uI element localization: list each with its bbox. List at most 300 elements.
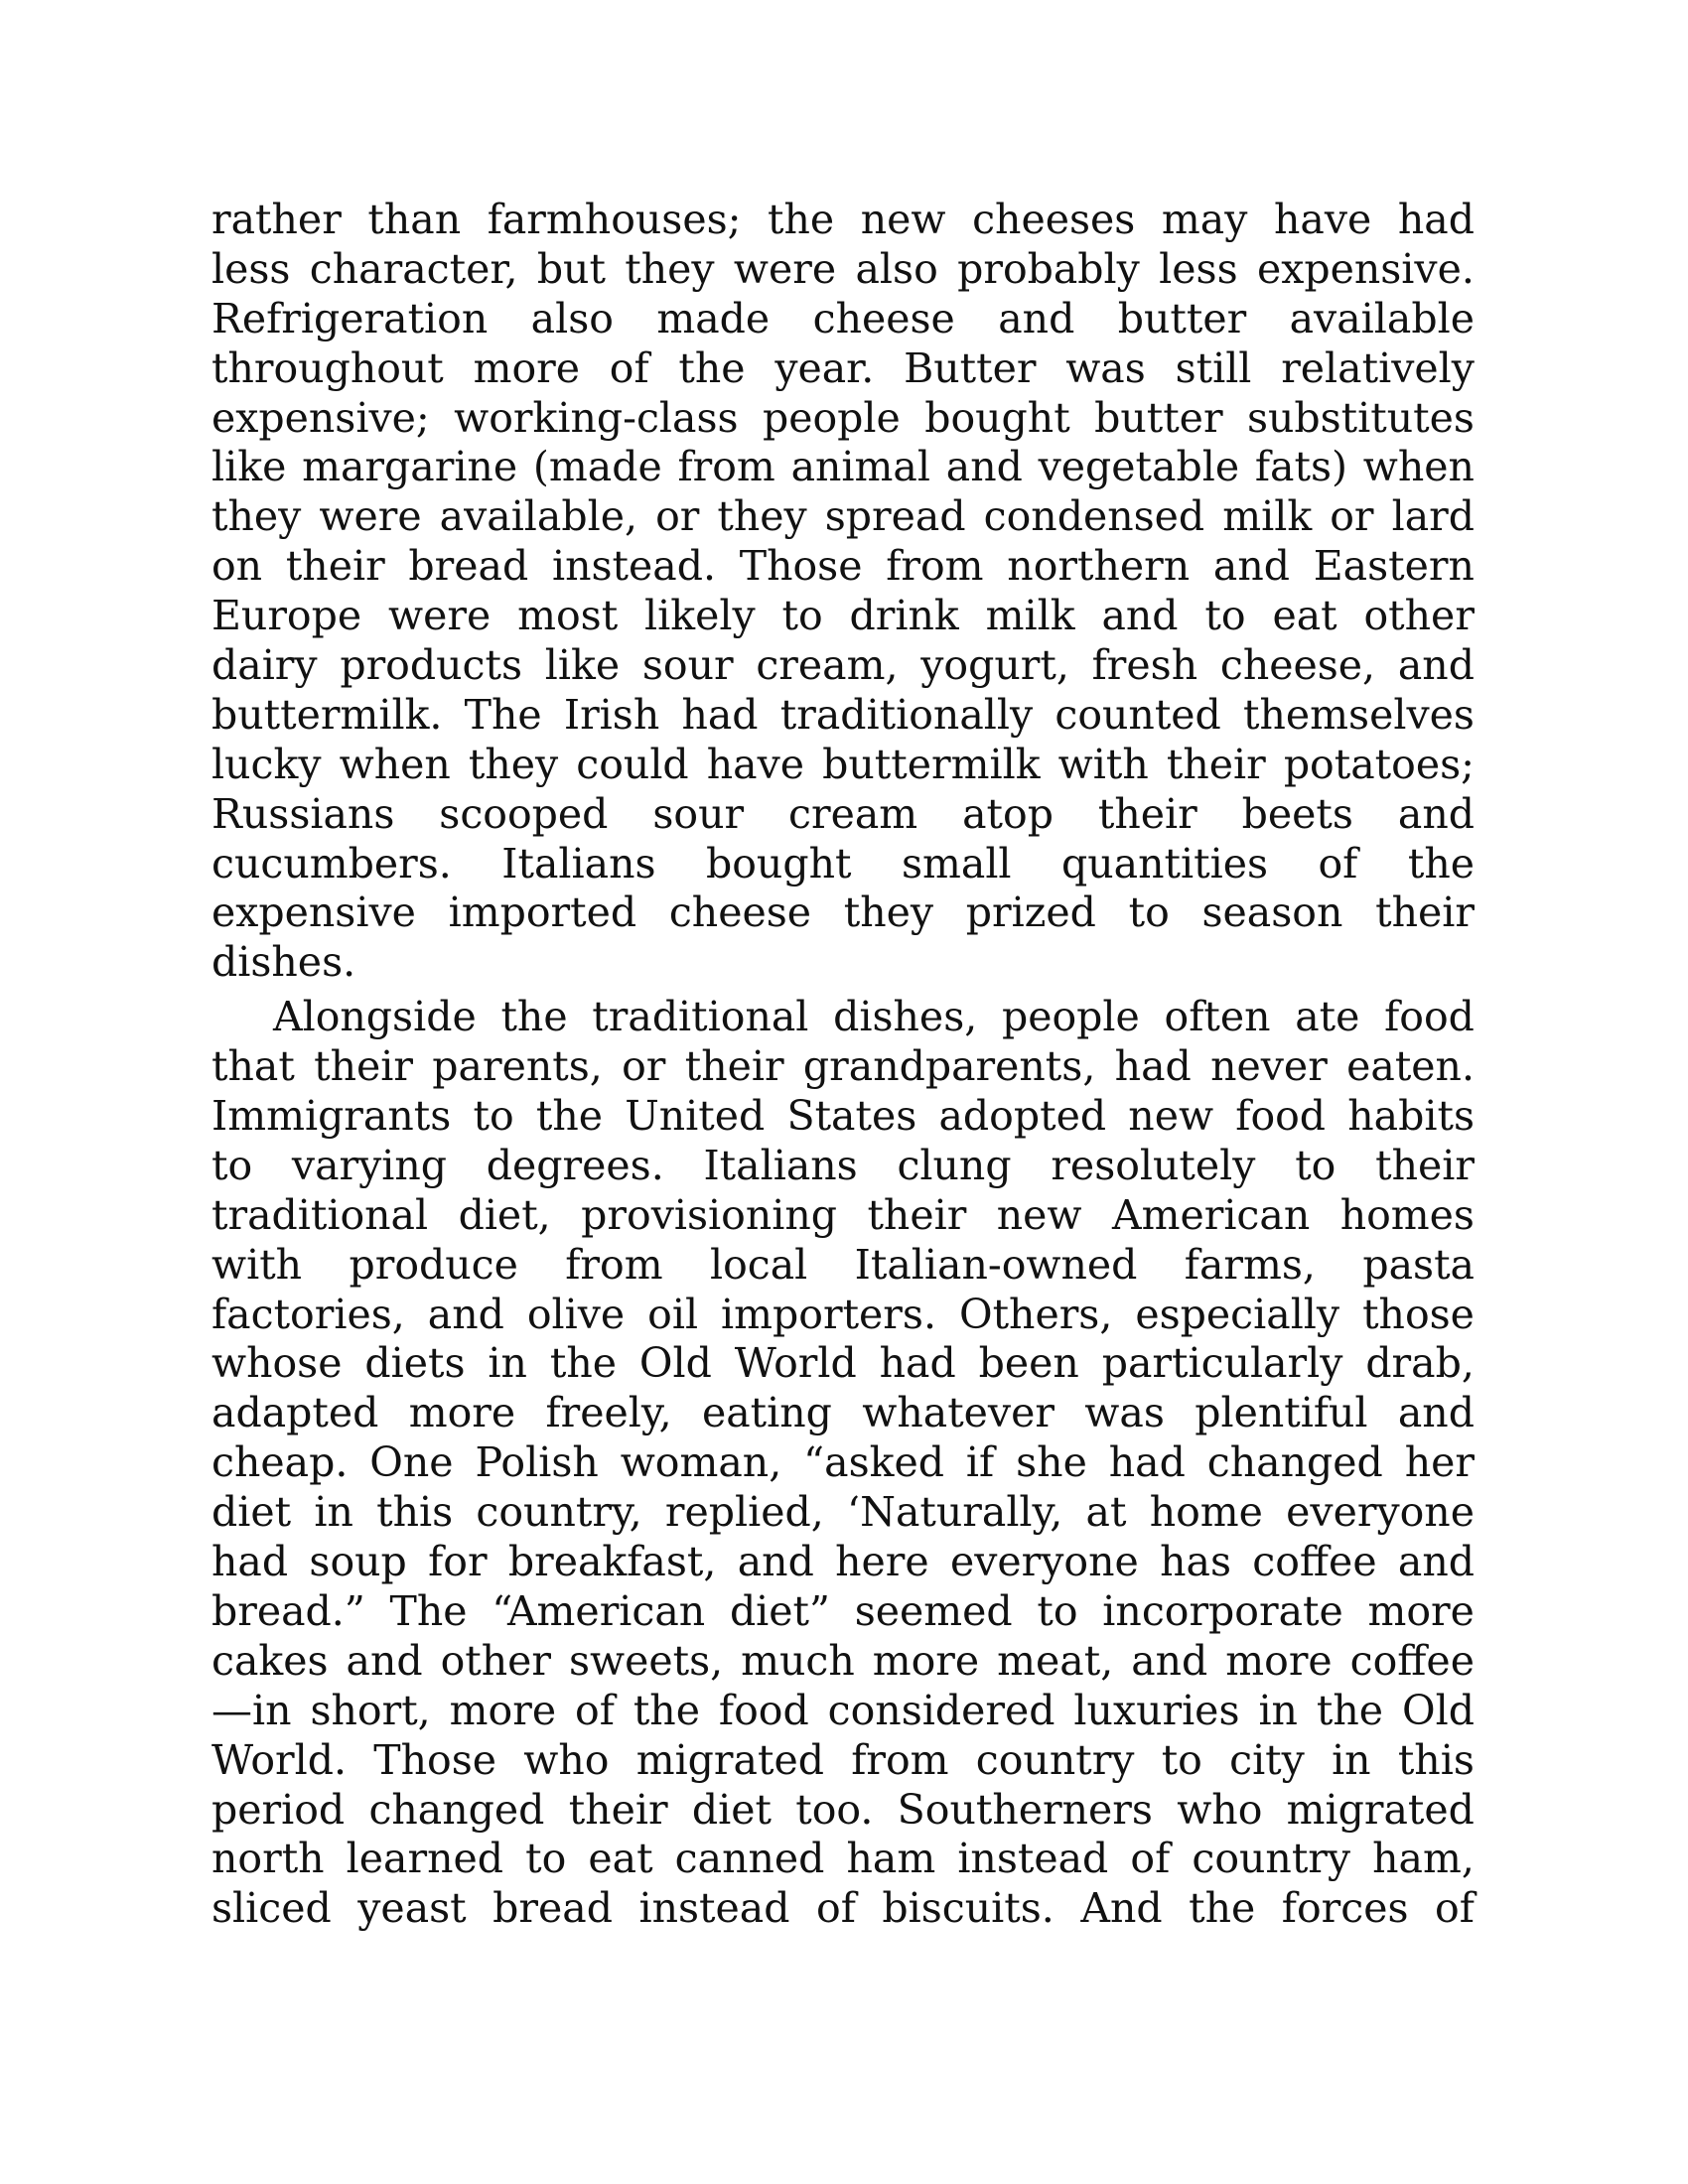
text-line [211,592,1475,641]
word: products [340,641,522,690]
word: available, [439,492,638,541]
word: were [388,592,492,640]
word: city [1229,1735,1305,1784]
word: and [1397,1389,1475,1437]
word: changed [1206,1438,1383,1487]
word: much [741,1636,855,1685]
word: they [468,740,559,788]
word: incorporate [1102,1586,1343,1635]
word: bread [492,1884,613,1933]
text-line [211,790,1475,840]
word: beets [1241,789,1353,838]
word: considered [827,1686,1055,1734]
body-text [211,196,1475,1934]
word: had [1397,196,1475,243]
word: degrees. [486,1141,664,1189]
word: cakes [211,1636,329,1685]
word: that [211,1042,295,1091]
word: was [1065,343,1146,392]
word: Italians [501,839,656,887]
text-line [211,492,1475,542]
text-line [211,245,1475,295]
word: cheese, [1219,641,1376,690]
word: bread.” [211,1586,365,1635]
word: imported [448,888,637,937]
word: food [1235,1092,1327,1141]
text-line [211,1884,1475,1934]
word: oil [647,1290,699,1338]
word: vegetable [1038,443,1240,491]
word: like [544,641,621,690]
word: period [211,1785,346,1834]
word: for [428,1538,488,1586]
word: north [211,1835,325,1883]
word: expensive. [1256,244,1475,293]
word: parents, [432,1042,603,1091]
text-line [211,1786,1475,1836]
word: at [1085,1488,1127,1537]
word: sour [652,789,745,838]
word: produce [349,1240,518,1289]
word: everyone [949,1538,1139,1586]
word: or [1330,492,1374,541]
word: could [576,740,689,788]
word: World. [211,1735,348,1784]
text-line [211,691,1475,741]
word: Those [739,542,863,591]
word: drab, [1365,1339,1475,1388]
word: had [1114,1042,1192,1091]
text-line [211,1736,1475,1786]
word: breakfast, [507,1538,717,1586]
word: instead. [551,542,716,591]
word: of [1130,1835,1171,1883]
word: food [718,1686,809,1734]
word: cheeses [972,196,1136,243]
word: here [835,1538,929,1586]
word: the [678,343,746,392]
word: woman, [620,1438,782,1487]
word: those [1362,1290,1475,1338]
word: grandparents, [802,1042,1096,1091]
word: United [625,1092,766,1141]
word: small [901,839,1012,887]
word: of [816,1884,856,1933]
word: cucumbers. [211,839,452,887]
word: expensive; [211,393,430,442]
word: pasta [1362,1240,1475,1289]
word: who [1177,1785,1263,1834]
word: people [762,393,901,442]
word: also [855,244,938,293]
word: and [737,1538,814,1586]
word: were [319,492,422,541]
word: butter [1094,393,1223,442]
word: people [1001,993,1140,1041]
word: whose [211,1339,343,1388]
word: the [1407,839,1475,887]
word: diet, [458,1190,551,1239]
word: their [1097,789,1197,838]
word: Old [1402,1686,1475,1734]
word: were [733,244,837,293]
word: Others, [958,1290,1113,1338]
word: diet [211,1488,292,1537]
word: Russians [211,789,395,838]
word: or [655,492,700,541]
word: working-class [454,393,739,442]
text-line [211,641,1475,691]
word: substitutes [1246,393,1475,442]
word: migrated [1286,1785,1475,1834]
text-line [211,196,1475,245]
word: coffee [1252,1538,1377,1586]
word: often [1164,993,1271,1041]
word: to [525,1835,567,1883]
word: year. [774,343,875,392]
word: Irish [563,690,660,739]
word: or [622,1042,666,1091]
word: and [945,443,1023,491]
word: too. [795,1785,874,1834]
word: her [1404,1438,1475,1487]
word: of [1435,1884,1475,1933]
word: eating [701,1389,832,1437]
word: traditional [211,1190,429,1239]
word: scooped [439,789,609,838]
word: their [285,542,385,591]
word: ‘Naturally, [847,1488,1063,1537]
word: fresh [1091,641,1198,690]
word: she [1016,1438,1087,1487]
word: drink [849,592,959,640]
word: prized [965,888,1096,937]
word: fats) [1254,443,1348,491]
word: they [717,492,807,541]
text-line [211,344,1475,394]
word: varying [291,1141,448,1189]
word: counted [1055,690,1221,739]
word: learned [346,1835,504,1883]
word: they [211,492,302,541]
word: atop [962,789,1054,838]
word: had [1108,1438,1186,1487]
word: particularly [1101,1339,1343,1388]
word: migrated [635,1735,824,1784]
word: quantities [1061,839,1269,887]
word: —in [211,1686,292,1734]
word: to [1161,1735,1202,1784]
text-line [211,1092,1475,1142]
word: to [1295,1141,1336,1189]
word: with [211,1240,303,1289]
word: Europe [211,592,362,640]
word: Southerners [897,1785,1153,1834]
word: Alongside [273,993,477,1041]
word: relatively [1281,343,1475,392]
word: farms, [1184,1240,1316,1289]
word: and [998,294,1075,342]
word: the [549,1339,617,1388]
word: replied, [664,1488,824,1537]
word: their [1166,740,1266,788]
word: buttermilk. [211,690,443,739]
word: “asked [803,1438,944,1487]
word: and [1397,789,1475,838]
word: forces [1281,1884,1409,1933]
word: in [1258,1686,1298,1734]
word: cream, [756,641,899,690]
word: available [1289,294,1475,342]
word: instead [638,1884,790,1933]
word: their [1375,888,1475,937]
word: the [768,196,835,243]
text-line [211,741,1475,790]
word: has [1160,1538,1231,1586]
word: had [879,1339,956,1388]
word: season [1201,888,1343,937]
word: importers. [721,1290,936,1338]
word: the [1316,1686,1384,1734]
text-line-last: dishes. [211,938,356,987]
word: their [568,1785,668,1834]
word: themselves [1243,690,1475,739]
word: food [1384,993,1475,1041]
word: been [978,1339,1079,1388]
word: The [464,690,542,739]
text-line [211,1835,1475,1884]
word: coffee [1349,1636,1475,1685]
word: than [367,196,462,243]
word: American [1111,1190,1311,1239]
word: their [867,1190,967,1239]
word: on [211,542,263,591]
word: to [1037,1586,1078,1635]
word: One [369,1438,454,1487]
word: sour [641,641,734,690]
word: eaten. [1346,1042,1475,1091]
word: canned [674,1835,825,1883]
word: dairy [211,641,318,690]
word: they [843,888,934,937]
word: may [1161,196,1248,243]
word: butter [1117,294,1247,342]
word: and [1212,542,1290,591]
word: (made [532,443,662,491]
word: probably [957,244,1140,293]
word: cheese [668,888,812,937]
word: yeast [357,1884,467,1933]
word: country [1192,1835,1351,1883]
word: condensed [983,492,1205,541]
text-line [211,1241,1475,1291]
paragraph-1 [211,196,1475,988]
text-line [211,1637,1475,1687]
word: most [517,592,619,640]
word: country [975,1735,1135,1784]
word: they [625,244,715,293]
word: from [886,542,984,591]
word: factories, [211,1290,405,1338]
word: the [535,1092,604,1141]
word: from [677,443,775,491]
word: their [684,1042,784,1091]
word: had [681,690,759,739]
word: throughout [211,343,444,392]
word: the [633,1686,700,1734]
text-line [211,1339,1475,1389]
word: farmhouses; [487,196,742,243]
word: with [1057,740,1149,788]
word: potatoes; [1283,740,1475,788]
word: plentiful [1195,1389,1368,1437]
word: whatever [862,1389,1055,1437]
word: new [996,1190,1082,1239]
word: to [1128,888,1170,937]
word: their [1375,1141,1475,1189]
word: more [408,1389,516,1437]
word: Italians [703,1141,858,1189]
word: dishes, [833,993,978,1041]
word: of [1318,839,1358,887]
word: from [851,1735,949,1784]
word: ate [1295,993,1360,1041]
word: cream [788,789,918,838]
text-line-indented [211,993,1475,1042]
word: habits [1347,1092,1475,1141]
word: but [536,244,606,293]
word: other [440,1636,552,1685]
word: was [1084,1389,1165,1437]
text-line [211,1488,1475,1538]
word: “American [492,1586,706,1635]
word: resolutely [1051,1141,1256,1189]
word: more [872,1636,980,1685]
word: of [575,1686,615,1734]
text-line [211,1191,1475,1241]
word: lard [1391,492,1475,541]
word: ham [846,1835,936,1883]
word: less [1159,244,1238,293]
word: the [500,993,568,1041]
word: bought [706,839,852,887]
word: Immigrants [211,1092,452,1141]
word: to [781,592,823,640]
word: new [1128,1092,1214,1141]
text-line [211,295,1475,344]
word: in [314,1488,353,1537]
word: Butter [904,343,1037,392]
word: freely, [545,1389,672,1437]
word: in [488,1339,527,1388]
word: to [211,1141,253,1189]
word: local [709,1240,808,1289]
word: short, [310,1686,431,1734]
text-line [211,840,1475,889]
word: rather [211,196,342,243]
word: milk [985,592,1075,640]
word: changed [368,1785,545,1834]
word: if [965,1438,995,1487]
word: also [530,294,614,342]
word: sweets, [568,1636,724,1685]
word: and [1101,592,1179,640]
word: more [1367,1586,1475,1635]
word: olive [526,1290,626,1338]
text-line [211,542,1475,592]
word: and [1397,1538,1475,1586]
word: traditional [592,993,809,1041]
word: lucky [211,740,322,788]
word: and [427,1290,504,1338]
word: instead [957,1835,1109,1883]
word: margarine [302,443,518,491]
word: to [1204,592,1246,640]
word: bought [924,393,1070,442]
text-line [211,1291,1475,1340]
word: soup [309,1538,407,1586]
word: still [1175,343,1252,392]
word: diet” [729,1586,830,1635]
word: sliced [211,1884,332,1933]
word: character, [309,244,518,293]
word: spread [824,492,966,541]
word: more [1225,1636,1333,1685]
word: everyone [1286,1488,1475,1537]
word: Eastern [1313,542,1475,591]
word: this [1397,1735,1475,1784]
word: of [609,343,649,392]
word: their [314,1042,413,1091]
word: luxuries [1073,1686,1240,1734]
word: likely [644,592,756,640]
word: diets [364,1339,466,1388]
word: especially [1135,1290,1340,1338]
word: buttermilk [822,740,1041,788]
text-line [211,443,1475,492]
word: like [211,443,287,491]
paragraph-2 [211,993,1475,1934]
word: who [523,1735,610,1784]
word: yogurt, [920,641,1069,690]
word: never [1210,1042,1328,1091]
word: World [734,1339,857,1388]
word: have [706,740,805,788]
word: and [1131,1636,1208,1685]
text-line [211,888,1475,938]
word: more [449,1686,557,1734]
word: and [1397,641,1475,690]
text-line [211,1438,1475,1488]
word: homes [1339,1190,1475,1239]
word: from [565,1240,663,1289]
word: States [786,1092,917,1141]
word: new [860,196,946,243]
word: adopted [938,1092,1107,1141]
word: made [656,294,771,342]
word: traditionally [779,690,1034,739]
word: less [211,244,291,293]
word: milk [1222,492,1313,541]
word: Old [638,1339,712,1388]
word: adapted [211,1389,379,1437]
word: have [1273,196,1372,243]
word: Refrigeration [211,294,489,342]
word: Those [373,1735,497,1784]
word: cheese [812,294,955,342]
word: northern [1007,542,1191,591]
word: other [1363,592,1475,640]
